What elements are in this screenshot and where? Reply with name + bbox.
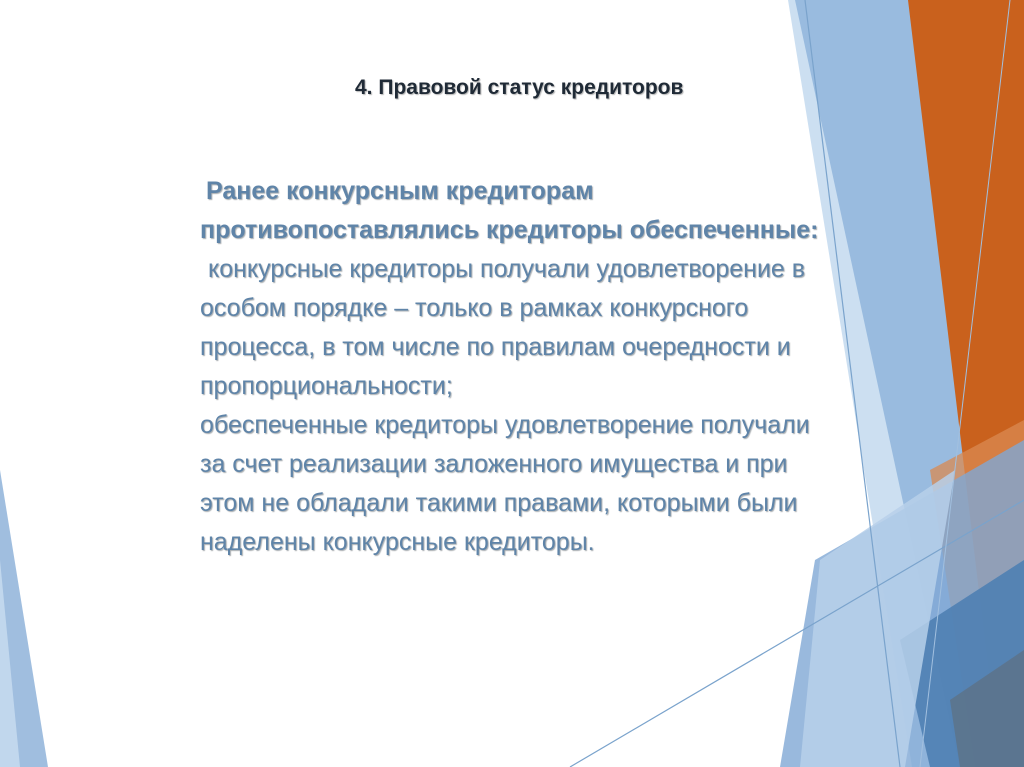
body-line: конкурсные кредиторы получали удовлетворение в xyxy=(208,255,806,283)
body-line: этом не обладали такими правами, которыми были xyxy=(200,489,798,517)
body-line: наделены конкурсные кредиторы. xyxy=(200,528,595,556)
body-line: особом порядке – только в рамках конкурсного xyxy=(200,294,749,322)
slide-title: 4. Правовой статус кредиторов xyxy=(355,76,684,99)
body-line: обеспеченные кредиторы удовлетворение получали xyxy=(200,411,810,439)
body-line: процесса, в том числе по правилам очередности и xyxy=(200,333,791,361)
body-line: Ранее конкурсным кредиторам xyxy=(206,177,594,205)
body-line: за счет реализации заложенного имущества и при xyxy=(200,450,788,478)
slide-body xyxy=(200,172,990,562)
body-line: пропорциональности; xyxy=(200,372,453,400)
body-line: противопоставлялись кредиторы обеспеченные: xyxy=(200,216,819,244)
